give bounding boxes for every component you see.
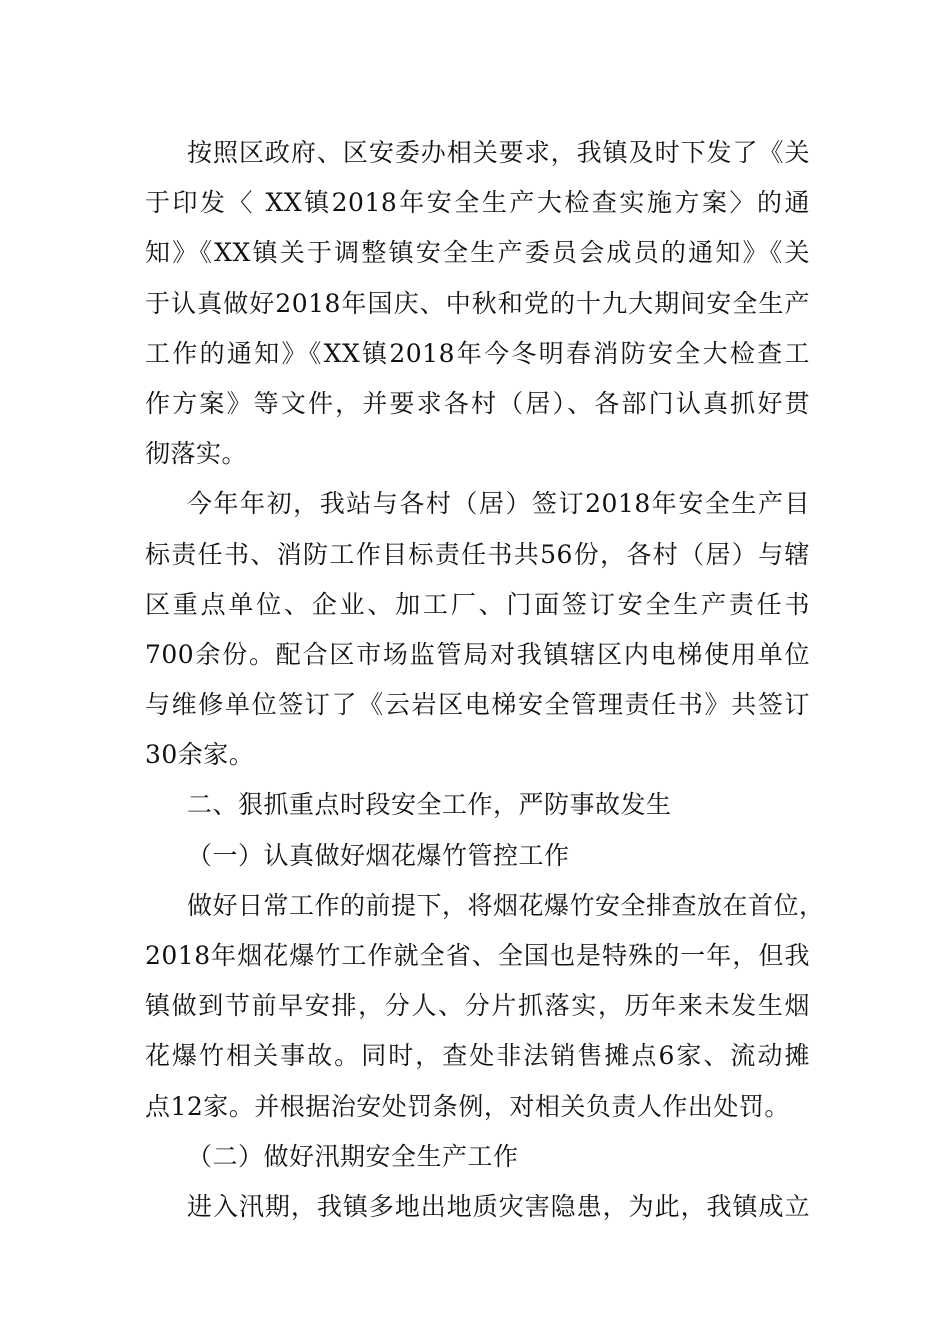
- text-line: 工作的通知》《XX镇2018年今冬明春消防安全大检查工: [145, 338, 810, 368]
- heading-line: （一）认真做好烟花爆竹管控工作: [187, 840, 570, 870]
- text-line: 于认真做好2018年国庆、中秋和党的十九大期间安全生产: [145, 288, 810, 318]
- text-line: 今年年初，我站与各村（居）签订2018年安全生产目: [187, 489, 810, 519]
- text-line: 进入汛期，我镇多地出地质灾害隐患，为此，我镇成立: [187, 1191, 810, 1221]
- paragraph: [145, 1182, 810, 1232]
- text-line: 点12家。并根据治安处罚条例，对相关负责人作出处罚。: [145, 1091, 790, 1121]
- text-line: 按照区政府、区安委办相关要求，我镇及时下发了《关: [187, 138, 810, 167]
- text-line: 作方案》等文件，并要求各村（居）、各部门认真抓好贯: [145, 388, 810, 418]
- text-line: 700余份。配合区市场监管局对我镇辖区内电梯使用单位: [145, 639, 810, 669]
- text-line: 30余家。: [145, 740, 255, 770]
- text-line: 与维修单位签订了《云岩区电梯安全管理责任书》共签订: [145, 690, 810, 720]
- heading-line: （二）做好汛期安全生产工作: [187, 1141, 519, 1171]
- heading-line: 二、狠抓重点时段安全工作，严防事故发生: [187, 790, 672, 820]
- subsection-heading: [145, 1132, 810, 1182]
- text-line: 于印发〈 XX镇2018年安全生产大检查实施方案〉的通: [145, 188, 810, 218]
- text-line: 区重点单位、企业、加工厂、门面签订安全生产责任书: [145, 589, 810, 619]
- text-line: 知》《XX镇关于调整镇安全生产委员会成员的通知》《关: [145, 238, 810, 268]
- text-line: 做好日常工作的前提下，将烟花爆竹安全排查放在首位，: [187, 890, 825, 920]
- paragraph: [145, 881, 825, 1132]
- text-line: 彻落实。: [145, 439, 248, 469]
- paragraph: [145, 479, 810, 780]
- text-line: 2018年烟花爆竹工作就全省、全国也是特殊的一年，但我: [145, 941, 810, 970]
- text-line: 镇做到节前早安排，分人、分片抓落实，历年来未发生烟: [145, 991, 810, 1021]
- text-line: 花爆竹相关事故。同时，查处非法销售摊点6家、流动摊: [145, 1041, 810, 1071]
- text-line: 标责任书、消防工作目标责任书共56份，各村（居）与辖: [145, 539, 810, 569]
- section-heading: [145, 780, 810, 830]
- document-body: [145, 128, 825, 1232]
- subsection-heading: [145, 831, 810, 881]
- paragraph: [145, 128, 810, 479]
